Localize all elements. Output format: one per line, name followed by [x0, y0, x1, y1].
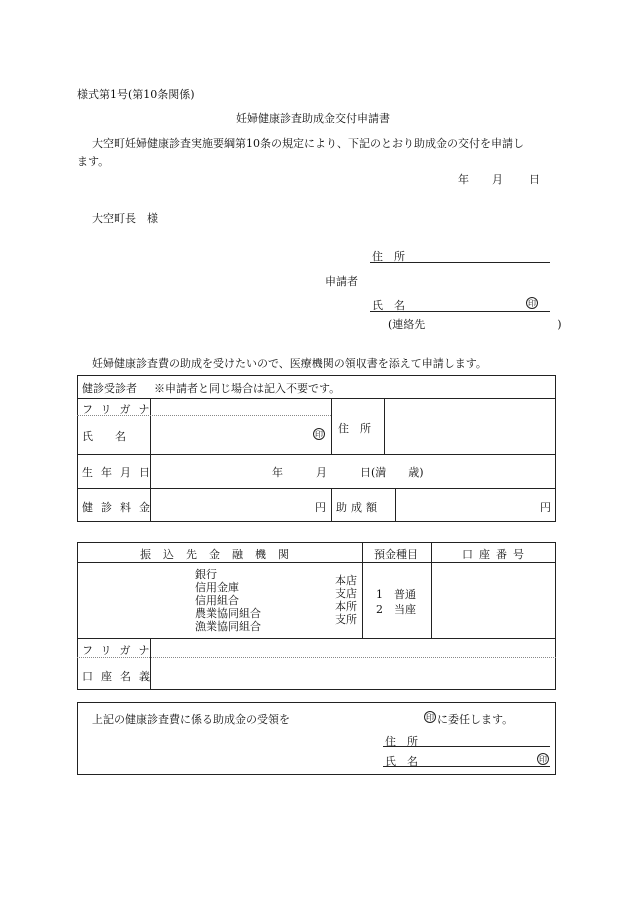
page-title: 妊婦健康診査助成金交付申請書	[236, 112, 390, 125]
branch-type: 本所	[335, 600, 357, 613]
patient-name-label: 氏 名	[82, 430, 126, 443]
date-year: 年	[458, 173, 469, 186]
intro-line-1: 大空町妊婦健康診査実施要綱第10条の規定により、下記のとおり助成金の交付を申請し	[92, 137, 524, 150]
account-number-field[interactable]	[433, 564, 554, 636]
applicant-address-label: 住 所	[372, 250, 405, 263]
delegate-address-label: 住 所	[385, 735, 418, 748]
bank-type: 農業協同組合	[195, 607, 261, 620]
institution-header: 振込先金融機関	[140, 548, 301, 561]
deposit-option-current[interactable]: 2 当座	[376, 603, 416, 616]
delegate-name-line[interactable]	[383, 766, 550, 767]
delegation-text-after: に委任します。	[437, 713, 514, 726]
date-month: 月	[492, 173, 503, 186]
patient-name-field[interactable]	[152, 418, 312, 452]
branch-type: 本店	[335, 574, 357, 587]
account-header: 口座番号	[462, 548, 530, 561]
bank-type: 銀行	[195, 568, 217, 581]
birth-date-label: 生年月日	[82, 466, 158, 479]
fee-label: 健診料金	[82, 501, 158, 514]
patient-seal-icon: 印	[315, 430, 323, 439]
bank-type: 漁業協同組合	[195, 620, 261, 633]
bank-types	[195, 568, 261, 633]
request-text: 妊婦健康診査費の助成を受けたいので、医療機関の領収書を添えて申請します。	[92, 357, 487, 370]
branch-type: 支店	[335, 587, 357, 600]
patient-header-label: 健診受診者	[82, 382, 137, 395]
applicant-label: 申請者	[325, 275, 358, 288]
account-holder-label: 口座名義	[82, 670, 158, 683]
intro-line-2: ます。	[77, 155, 110, 168]
deposit-option-ordinary[interactable]: 1 普通	[376, 588, 416, 601]
patient-header-note: ※申請者と同じ場合は記入不要です。	[154, 382, 341, 395]
holder-furigana-label: フリガナ	[82, 644, 158, 657]
applicant-seal-icon: 印	[528, 299, 536, 308]
bank-name-field[interactable]	[79, 564, 189, 636]
account-holder-field[interactable]	[152, 659, 554, 688]
addressee: 大空町長 様	[92, 212, 158, 225]
patient-address-field[interactable]	[386, 400, 554, 452]
grant-unit: 円	[540, 501, 551, 514]
bank-type: 信用金庫	[195, 581, 239, 594]
patient-furigana-label: フリガナ	[82, 403, 158, 416]
holder-furigana-field[interactable]	[152, 640, 554, 655]
delegate-name-label: 氏 名	[385, 755, 418, 768]
date-day: 日	[529, 173, 540, 186]
applicant-name-label: 氏 名	[372, 299, 405, 312]
bank-type: 信用組合	[195, 594, 239, 607]
patient-furigana-field[interactable]	[152, 400, 329, 414]
deposit-options[interactable]	[376, 587, 416, 617]
delegation-text-before: 上記の健康診査費に係る助成金の受領を	[92, 713, 290, 726]
delegation-seal-icon: 印	[426, 713, 434, 722]
grant-field[interactable]	[397, 490, 537, 520]
deposit-header: 預金種目	[374, 548, 418, 561]
branch-types	[335, 574, 357, 626]
applicant-contact: (連絡先 )	[388, 318, 562, 331]
fee-field[interactable]	[152, 490, 312, 520]
applicant-name-line[interactable]	[370, 311, 550, 312]
applicant-address-line[interactable]	[370, 262, 550, 263]
delegate-seal-icon: 印	[539, 755, 547, 764]
form-number: 様式第1号(第10条関係)	[77, 88, 195, 101]
patient-address-label: 住 所	[338, 422, 371, 435]
grant-label: 助成額	[336, 501, 381, 514]
birth-date-value[interactable]: 年 月 日(満 歳)	[272, 466, 424, 479]
delegate-address-line[interactable]	[383, 746, 550, 747]
branch-type: 支所	[335, 613, 357, 626]
fee-unit: 円	[315, 501, 326, 514]
